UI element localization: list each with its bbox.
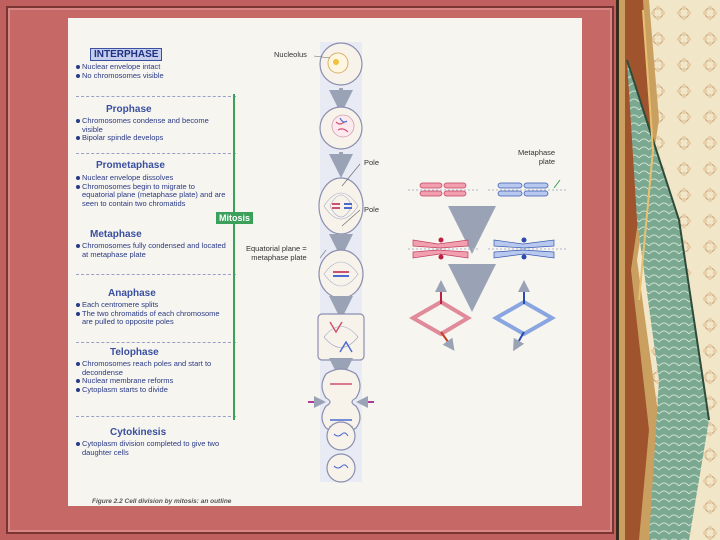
anaphase-cell [318,314,364,360]
equatorial-plane-label: Equatorial plane = metaphase plate [246,244,307,262]
metaphase-plate-label: Metaphase plate [518,148,556,166]
bullet: The two chromatids of each chromosome are pulled to opposite poles [76,310,226,327]
divider [76,96,236,97]
phase-title: Telophase [110,347,159,358]
bullet: Nuclear envelope intact [76,63,226,72]
bullet: Chromosomes reach poles and start to decondense [76,360,226,377]
chromosome-detail-blue [488,180,566,346]
divider [76,416,236,417]
bullet: Each centromere splits [76,301,226,310]
floral-pattern-illustration [619,0,720,540]
mitosis-bracket-line [233,94,235,420]
pole-label-bottom: Pole [364,205,380,214]
phase-title: INTERPHASE [90,48,162,61]
bullet: Chromosomes begin to migrate to equatorial plane (metaphase plate) and are seen to contain two chromatids [76,183,226,209]
bullet: Nuclear membrane reforms [76,377,226,386]
bullet: Cytoplasm division completed to give two daughter cells [76,440,226,457]
bullet: Bipolar spindle develops [76,134,226,143]
divider [76,274,236,275]
divider [76,153,236,154]
mitosis-label: Mitosis [216,212,253,224]
metaphase-cell [319,250,363,298]
phase-title: Prometaphase [96,160,165,171]
phase-title: Anaphase [108,288,156,299]
figure-caption: Figure 2.2 Cell division by mitosis: an outline [92,498,232,505]
textbook-page [68,18,582,506]
prometaphase-cell [319,178,363,234]
prophase-cell [320,107,362,149]
bullet: Nuclear envelope dissolves [76,174,226,183]
phase-title: Metaphase [90,229,142,240]
bullet: Chromosomes fully condensed and located at metaphase plate [76,242,226,259]
bullet: Chromosomes condense and become visible [76,117,226,134]
chromosome-detail-pink [408,183,480,346]
decorative-side-panel [616,0,720,540]
interphase-cell [320,43,362,85]
divider [76,342,236,343]
phase-title: Cytokinesis [110,427,167,438]
bullet: Cytoplasm starts to divide [76,386,226,395]
phase-title: Prophase [106,104,152,115]
pole-label-top: Pole [364,158,380,167]
nucleolus-label: Nucleolus [274,50,307,59]
bullet: No chromosomes visible [76,72,226,81]
